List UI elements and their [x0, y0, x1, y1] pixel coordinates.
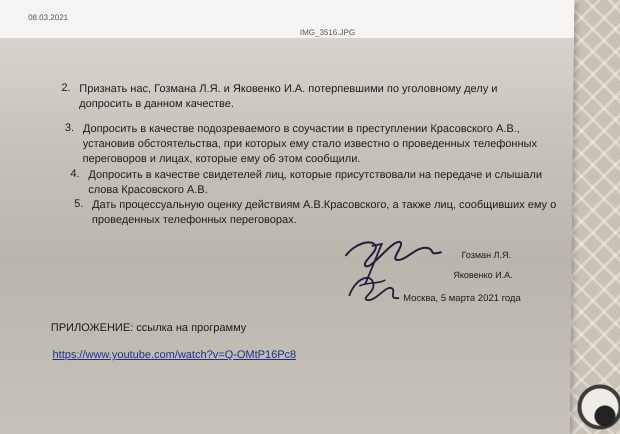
- item-number: 2.: [61, 82, 71, 94]
- youtube-link[interactable]: https://www.youtube.com/watch?v=Q-OMtP16Pc8: [52, 349, 297, 361]
- appendix-label: ПРИЛОЖЕНИЕ: ссылка на программу: [50, 322, 247, 334]
- signer-name: Яковенко И.А.: [453, 270, 513, 280]
- print-filename: IMG_3516.JPG: [299, 28, 356, 37]
- list-item: Признать нас, Гозмана Л.Я. и Яковенко И.А. потерпевшими по уголовному делу и допросить в данном качестве.: [79, 83, 498, 110]
- signer-name: Гозман Л.Я.: [461, 250, 512, 260]
- item-number: 3.: [64, 122, 75, 134]
- item-number: 5.: [74, 198, 84, 210]
- print-header: [0, 0, 574, 38]
- place-and-date: Москва, 5 марта 2021 года: [403, 293, 521, 304]
- list-item: Допросить в качестве подозреваемого в соучастии в преступлении Красовского А.В., установив обстоятельства, при которых ему стало известно о проведенных телефонных переговоров и лицах, которые ему об этом сообщили.: [82, 123, 538, 165]
- flower-decoration: [570, 374, 620, 434]
- item-number: 4.: [70, 168, 80, 180]
- print-date: 08.03.2021: [28, 13, 69, 22]
- list-item: Дать процессуальную оценку действиям А.В.Красовского, а также лиц, сообщивших ему о проведенных телефонных переговорах.: [91, 199, 557, 226]
- list-item: Допросить в качестве свидетелей лиц, которые присутствовали на передаче и слышали слова Красовского А.В.: [88, 169, 543, 196]
